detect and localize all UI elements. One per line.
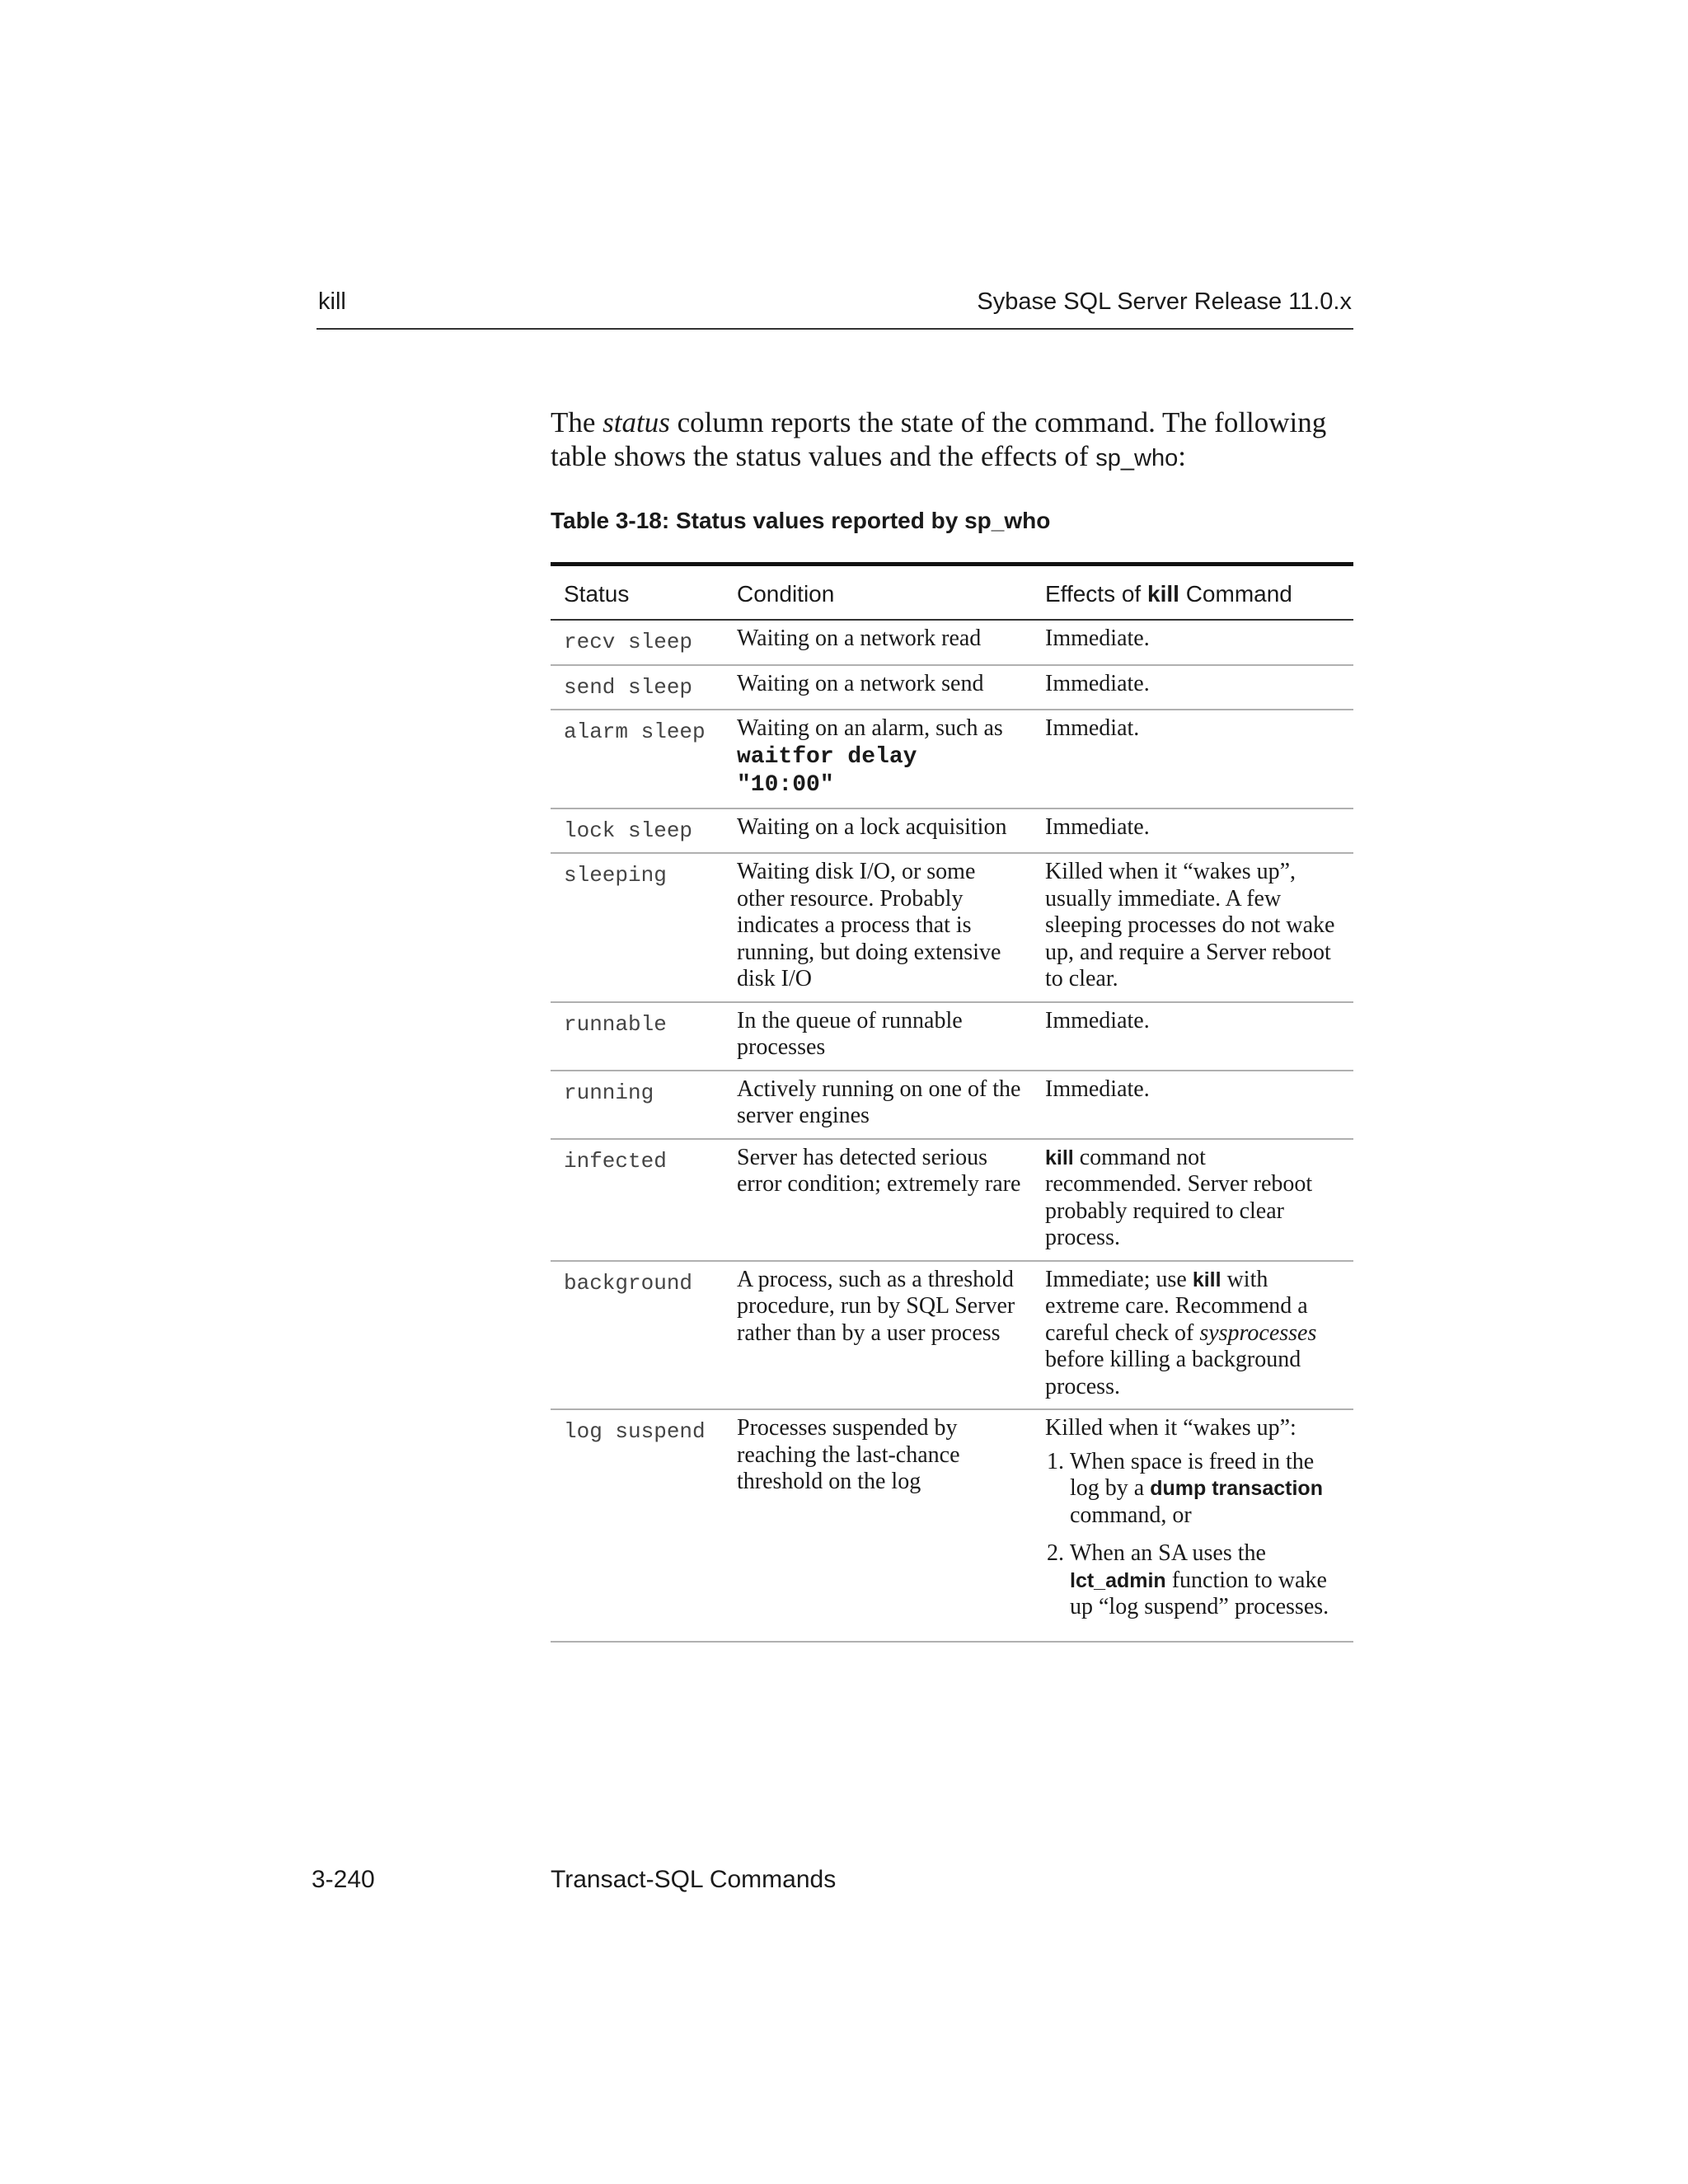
intro-text: column reports the state of the command. The following table shows the status values and the effects of — [551, 406, 1327, 472]
column-header-text: Command — [1179, 581, 1292, 607]
effects-text: before killing a background process. — [1045, 1347, 1301, 1399]
column-header-text: Effects of — [1045, 581, 1147, 607]
intro-text: : — [1178, 440, 1186, 472]
status-cell: runnable — [551, 1002, 724, 1071]
effects-text: function to wake up “log suspend” processes. — [1070, 1567, 1329, 1619]
header-section-name: kill — [318, 288, 346, 315]
running-head — [316, 288, 1353, 330]
condition-cell — [724, 710, 1032, 808]
effects-command: dump transaction — [1150, 1477, 1323, 1500]
status-cell: background — [551, 1261, 724, 1410]
condition-cell: Processes suspended by reaching the last-chance threshold on the log — [724, 1409, 1032, 1642]
column-header-status: Status — [551, 565, 724, 621]
effects-italic-term: sysprocesses — [1199, 1319, 1317, 1346]
effects-cell: Killed when it “wakes up”, usually immediate. A few sleeping processes do not wake up, and require a Server reboot to clear. — [1032, 853, 1353, 1002]
table-caption: Table 3-18: Status values reported by sp_who — [551, 508, 1051, 533]
condition-cell: In the queue of runnable processes — [724, 1002, 1032, 1071]
table-row — [551, 1409, 1353, 1642]
column-header-cmd: kill — [1147, 581, 1179, 607]
condition-cell: Server has detected serious error condition; extremely rare — [724, 1139, 1032, 1261]
table-row — [551, 620, 1353, 665]
intro-text: The — [551, 406, 603, 438]
condition-cell: A process, such as a threshold procedure, run by SQL Server rather than by a user process — [724, 1261, 1032, 1410]
effects-text: When space is freed in the log by a — [1070, 1448, 1315, 1501]
status-cell: alarm sleep — [551, 710, 724, 808]
table-header-row — [551, 565, 1353, 621]
effects-text: with extreme care. Recommend a careful check of — [1045, 1266, 1308, 1346]
status-table — [551, 562, 1353, 1643]
effects-text: Immediate; use — [1045, 1266, 1193, 1292]
effects-cell: Immediate. — [1032, 620, 1353, 665]
column-header-condition: Condition — [724, 565, 1032, 621]
effects-cell — [1032, 1139, 1353, 1261]
effects-list-item — [1070, 1540, 1345, 1621]
status-cell: send sleep — [551, 665, 724, 710]
column-header-effects — [1032, 565, 1353, 621]
condition-cell: Waiting on a network send — [724, 665, 1032, 710]
condition-text: Waiting on an alarm, such as — [737, 715, 1003, 741]
condition-cell: Waiting on a network read — [724, 620, 1032, 665]
table-row — [551, 1139, 1353, 1261]
condition-code: waitfor delay "10:00" — [737, 743, 917, 798]
condition-cell: Waiting disk I/O, or some other resource. Probably indicates a process that is running, but doing extensive disk I/O — [724, 853, 1032, 1002]
effects-list — [1045, 1449, 1345, 1621]
table-row — [551, 853, 1353, 1002]
effects-cell: Immediate. — [1032, 808, 1353, 854]
effects-command: kill — [1192, 1268, 1221, 1291]
effects-list-item — [1070, 1449, 1345, 1530]
effects-cell: Immediate. — [1032, 665, 1353, 710]
effects-text: command, or — [1070, 1502, 1192, 1528]
table-row — [551, 1261, 1353, 1410]
effects-text: command not recommended. Server reboot probably required to clear process. — [1045, 1144, 1313, 1250]
effects-command: lct_admin — [1070, 1568, 1166, 1592]
effects-command: kill — [1045, 1146, 1074, 1169]
header-product-name: Sybase SQL Server Release 11.0.x — [977, 288, 1352, 315]
status-cell: infected — [551, 1139, 724, 1261]
effects-cell — [1032, 1409, 1353, 1642]
table-row — [551, 665, 1353, 710]
table-row — [551, 1071, 1353, 1139]
table-row — [551, 1002, 1353, 1071]
table-row — [551, 808, 1353, 854]
status-cell: log suspend — [551, 1409, 724, 1642]
footer-chapter-title: Transact-SQL Commands — [551, 1866, 837, 1893]
page-number: 3-240 — [312, 1866, 375, 1893]
status-cell: running — [551, 1071, 724, 1139]
condition-cell: Actively running on one of the server engines — [724, 1071, 1032, 1139]
effects-cell: Immediat. — [1032, 710, 1353, 808]
effects-cell: Immediate. — [1032, 1071, 1353, 1139]
intro-italic-term: status — [603, 406, 670, 438]
intro-command: sp_who — [1095, 445, 1179, 471]
table-row — [551, 710, 1353, 808]
effects-cell — [1032, 1261, 1353, 1410]
status-cell: sleeping — [551, 853, 724, 1002]
intro-paragraph — [551, 405, 1358, 476]
effects-text: When an SA uses the — [1070, 1540, 1266, 1566]
effects-intro: Killed when it “wakes up”: — [1045, 1415, 1296, 1441]
condition-cell: Waiting on a lock acquisition — [724, 808, 1032, 854]
effects-cell: Immediate. — [1032, 1002, 1353, 1071]
status-cell: lock sleep — [551, 808, 724, 854]
status-cell: recv sleep — [551, 620, 724, 665]
